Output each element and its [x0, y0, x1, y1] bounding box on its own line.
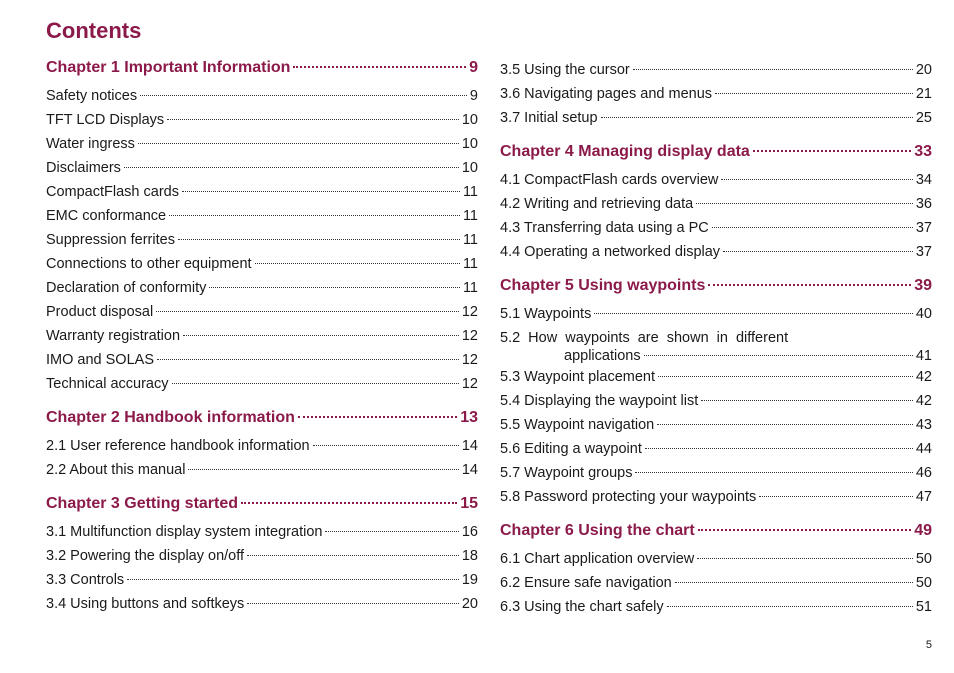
dot-leader — [209, 287, 460, 288]
toc-page-number: 11 — [462, 280, 478, 296]
dot-leader — [635, 472, 912, 473]
dot-leader — [696, 203, 913, 204]
toc-page-number: 41 — [915, 348, 932, 364]
toc-entry-title: 3.7 Initial setup — [500, 110, 598, 126]
toc-entry-title: 3.1 Multifunction display system integration — [46, 524, 323, 540]
dot-leader — [298, 416, 457, 418]
toc-page-number: 14 — [461, 438, 478, 454]
toc-page-number: 20 — [461, 596, 478, 612]
dot-leader — [723, 251, 913, 252]
toc-entry-link[interactable] — [500, 389, 932, 413]
toc-page-number: 50 — [915, 575, 932, 591]
dot-leader — [708, 284, 911, 286]
toc-entry-title: 5.8 Password protecting your waypoints — [500, 489, 757, 505]
toc-entry-link[interactable] — [46, 276, 478, 300]
toc-page-number: 11 — [462, 208, 478, 224]
toc-entry-link[interactable] — [46, 458, 478, 482]
toc-page-number: 47 — [915, 489, 932, 505]
dot-leader — [293, 66, 466, 68]
toc-chapter-link[interactable] — [46, 408, 478, 428]
toc-entry-title: 5.7 Waypoint groups — [500, 465, 633, 481]
dot-leader — [759, 496, 913, 497]
toc-page-number: 44 — [915, 441, 932, 457]
toc-page-number: 50 — [915, 551, 932, 567]
toc-entry-title: EMC conformance — [46, 208, 167, 224]
toc-page-number: 36 — [915, 196, 932, 212]
toc-entry-link[interactable] — [46, 108, 478, 132]
toc-page-number: 10 — [461, 160, 478, 176]
toc-entry-title: 3.6 Navigating pages and menus — [500, 86, 713, 102]
dot-leader — [594, 313, 913, 314]
toc-page-number: 19 — [461, 572, 478, 588]
toc-entry-link[interactable] — [46, 132, 478, 156]
toc-entry-link[interactable] — [500, 168, 932, 192]
toc-entry-title: Product disposal — [46, 304, 154, 320]
toc-page-number: 39 — [914, 277, 932, 294]
toc-entry-link[interactable] — [500, 192, 932, 216]
toc-page-number: 37 — [915, 220, 932, 236]
dot-leader — [178, 239, 460, 240]
page-title: Contents — [46, 18, 142, 43]
dot-leader — [667, 606, 913, 607]
dot-leader — [247, 555, 459, 556]
toc-entry-link[interactable] — [46, 300, 478, 324]
dot-leader — [657, 424, 913, 425]
toc-entry-link[interactable] — [500, 326, 932, 365]
toc-page-number: 40 — [915, 306, 932, 322]
toc-entry-link[interactable] — [500, 437, 932, 461]
toc-entry-title: Water ingress — [46, 136, 135, 152]
toc-page-number: 20 — [915, 62, 932, 78]
toc-entry-link[interactable] — [46, 204, 478, 228]
toc-page-number: 9 — [469, 88, 478, 104]
toc-chapter-title: Chapter 6 Using the chart — [500, 522, 695, 539]
toc-entry-link[interactable] — [46, 324, 478, 348]
toc-page-number: 51 — [915, 599, 932, 615]
dot-leader — [697, 558, 913, 559]
dot-leader — [712, 227, 913, 228]
toc-entry-link[interactable] — [46, 348, 478, 372]
toc-page-number: 49 — [914, 522, 932, 539]
toc-chapter-title: Chapter 2 Handbook information — [46, 409, 295, 426]
toc-entry-title: 6.1 Chart application overview — [500, 551, 695, 567]
toc-page-number: 10 — [461, 136, 478, 152]
toc-left-column — [46, 58, 478, 616]
toc-entry-title: 3.3 Controls — [46, 572, 125, 588]
toc-entry-link[interactable] — [500, 106, 932, 130]
toc-chapter-link[interactable] — [46, 58, 478, 78]
dot-leader — [157, 359, 459, 360]
dot-leader — [721, 179, 912, 180]
dot-leader — [701, 400, 913, 401]
toc-entry-link[interactable] — [500, 82, 932, 106]
toc-entry-title: 3.4 Using buttons and softkeys — [46, 596, 245, 612]
dot-leader — [183, 335, 459, 336]
toc-entry-link[interactable] — [46, 180, 478, 204]
dot-leader — [313, 445, 459, 446]
toc-right-column — [500, 58, 932, 619]
toc-page-number: 43 — [915, 417, 932, 433]
dot-leader — [715, 93, 913, 94]
toc-page-number: 12 — [461, 304, 478, 320]
dot-leader — [675, 582, 913, 583]
toc-page-number: 42 — [915, 369, 932, 385]
toc-entry-title: 3.2 Powering the display on/off — [46, 548, 245, 564]
toc-entry-link[interactable] — [46, 156, 478, 180]
toc-entry-title: 4.4 Operating a networked display — [500, 244, 721, 260]
toc-page-number: 42 — [915, 393, 932, 409]
dot-leader — [644, 355, 913, 356]
toc-chapter-title: Chapter 1 Important Information — [46, 59, 291, 76]
dot-leader — [633, 69, 913, 70]
dot-leader — [645, 448, 913, 449]
toc-entry-title: Warranty registration — [46, 328, 181, 344]
toc-page-number: 10 — [461, 112, 478, 128]
toc-page-number: 11 — [462, 184, 478, 200]
toc-entry-title: Suppression ferrites — [46, 232, 175, 248]
toc-entry-link[interactable] — [46, 434, 478, 458]
toc-entry-title: 5.1 Waypoints — [500, 306, 592, 322]
dot-leader — [124, 167, 459, 168]
toc-entry-title-continued: applications — [564, 348, 641, 364]
toc-chapter-title: Chapter 5 Using waypoints — [500, 277, 706, 294]
toc-entry-title: 5.6 Editing a waypoint — [500, 441, 642, 457]
toc-page-number: 18 — [461, 548, 478, 564]
dot-leader — [601, 117, 913, 118]
toc-entry-link[interactable] — [500, 571, 932, 595]
toc-entry-title: 5.3 Waypoint placement — [500, 369, 656, 385]
toc-chapter-title: Chapter 3 Getting started — [46, 495, 239, 512]
dot-leader — [325, 531, 458, 532]
dot-leader — [169, 215, 460, 216]
toc-entry-title: 5.5 Waypoint navigation — [500, 417, 655, 433]
toc-page-number: 14 — [461, 462, 478, 478]
toc-page-number: 12 — [461, 352, 478, 368]
toc-page-number: 9 — [469, 59, 478, 76]
dot-leader — [241, 502, 457, 504]
toc-page-number: 11 — [462, 256, 478, 272]
dot-leader — [658, 376, 913, 377]
toc-entry-title: Technical accuracy — [46, 376, 169, 392]
toc-entry-title: 2.2 About this manual — [46, 462, 186, 478]
dot-leader — [172, 383, 459, 384]
toc-page-number: 21 — [915, 86, 932, 102]
toc-entry-link[interactable] — [46, 568, 478, 592]
toc-entry-link[interactable] — [46, 252, 478, 276]
toc-chapter-link[interactable] — [500, 142, 932, 162]
toc-entry-link[interactable] — [500, 461, 932, 485]
toc-entry-link[interactable] — [46, 84, 478, 108]
toc-entry-title: Declaration of conformity — [46, 280, 207, 296]
toc-entry-link[interactable] — [46, 544, 478, 568]
toc-entry-link[interactable] — [500, 413, 932, 437]
toc-entry-link[interactable] — [46, 520, 478, 544]
dot-leader — [138, 143, 459, 144]
toc-entry-title: 4.1 CompactFlash cards overview — [500, 172, 719, 188]
toc-page-number: 15 — [460, 495, 478, 512]
toc-page-number: 11 — [462, 232, 478, 248]
toc-entry-title: TFT LCD Displays — [46, 112, 165, 128]
toc-entry-title: 4.2 Writing and retrieving data — [500, 196, 694, 212]
dot-leader — [127, 579, 459, 580]
toc-entry-link[interactable] — [500, 216, 932, 240]
toc-entry-title: 6.3 Using the chart safely — [500, 599, 664, 615]
toc-entry-link[interactable] — [500, 547, 932, 571]
toc-page-number: 34 — [915, 172, 932, 188]
toc-entry-title: Disclaimers — [46, 160, 121, 176]
toc-entry-link[interactable] — [500, 302, 932, 326]
toc-entry-title: IMO and SOLAS — [46, 352, 154, 368]
dot-leader — [156, 311, 459, 312]
toc-entry-title: Connections to other equipment — [46, 256, 252, 272]
toc-entry-title: 3.5 Using the cursor — [500, 62, 630, 78]
toc-page-number: 13 — [460, 409, 478, 426]
toc-entry-link[interactable] — [46, 592, 478, 616]
toc-entry-link[interactable] — [500, 595, 932, 619]
dot-leader — [140, 95, 467, 96]
toc-entry-link[interactable] — [500, 485, 932, 509]
page-number: 5 — [925, 639, 932, 651]
toc-entry-link[interactable] — [500, 240, 932, 264]
toc-page-number: 33 — [914, 143, 932, 160]
dot-leader — [698, 529, 912, 531]
dot-leader — [247, 603, 459, 604]
toc-chapter-link[interactable] — [500, 521, 932, 541]
toc-chapter-link[interactable] — [500, 276, 932, 296]
toc-page-number: 12 — [461, 376, 478, 392]
toc-page-number: 16 — [461, 524, 478, 540]
dot-leader — [188, 469, 458, 470]
toc-entry-title: 4.3 Transferring data using a PC — [500, 220, 709, 236]
toc-page-number: 25 — [915, 110, 932, 126]
toc-page-number: 46 — [915, 465, 932, 481]
toc-page-number: 12 — [461, 328, 478, 344]
toc-entry-link[interactable] — [500, 365, 932, 389]
toc-entry-title: Safety notices — [46, 88, 138, 104]
toc-entry-link[interactable] — [500, 58, 932, 82]
dot-leader — [182, 191, 460, 192]
dot-leader — [167, 119, 459, 120]
toc-page-number: 37 — [915, 244, 932, 260]
toc-chapter-title: Chapter 4 Managing display data — [500, 143, 750, 160]
toc-entry-title: 5.4 Displaying the waypoint list — [500, 393, 699, 409]
toc-chapter-link[interactable] — [46, 494, 478, 514]
toc-entry-title: 2.1 User reference handbook information — [46, 438, 310, 454]
toc-entry-link[interactable] — [46, 228, 478, 252]
toc-entry-title: CompactFlash cards — [46, 184, 179, 200]
toc-entry-link[interactable] — [46, 372, 478, 396]
toc-entry-title: 6.2 Ensure safe navigation — [500, 575, 672, 591]
dot-leader — [753, 150, 911, 152]
toc-entry-title: 5.2 How waypoints are shown in different — [500, 330, 789, 346]
dot-leader — [255, 263, 460, 264]
